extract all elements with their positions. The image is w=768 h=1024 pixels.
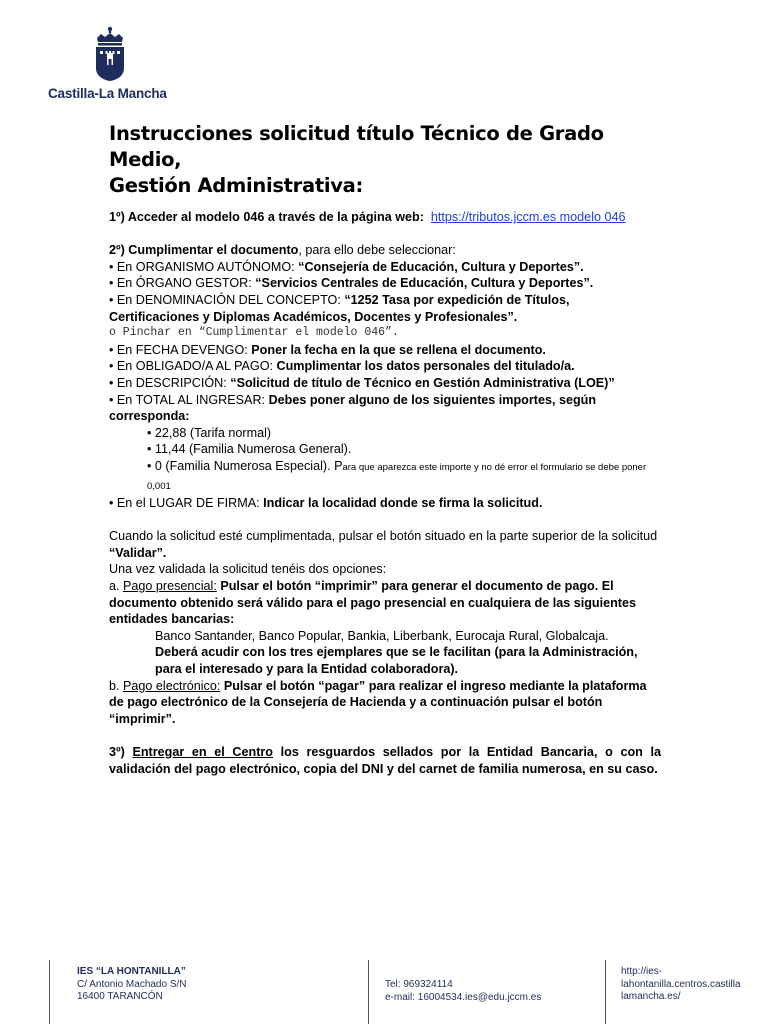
tributos-link[interactable]: https://tributos.jccm.es modelo 046 <box>430 210 626 224</box>
list-item: • En TOTAL AL INGRESAR: Debes poner alguno de los siguientes importes, según corresponda: <box>109 392 597 424</box>
footer-web[interactable] <box>621 966 741 1004</box>
validate-label: “Validar”. <box>109 545 167 560</box>
amount-note: ara que aparezca este importe y no dé error el formulario se debe poner 0,001 <box>147 461 647 492</box>
banks-note: Deberá acudir con los tres ejemplares que se le facilitan (para la Administración, para el interesado y para la Entidad colaboradora). <box>155 645 638 677</box>
amount-item: • 11,44 (Familia Numerosa General). <box>147 442 352 457</box>
list-item: • En ORGANISMO AUTÓNOMO: “Consejería de Educación, Cultura y Deportes”. <box>109 259 584 274</box>
coat-of-arms-icon <box>92 26 128 82</box>
list-item: • En ÓRGANO GESTOR: “Servicios Centrales de Educación, Cultura y Deportes”. <box>109 276 594 291</box>
list-item: • En DESCRIPCIÓN: “Solicitud de título de Técnico en Gestión Administrativa (LOE)” <box>109 375 615 390</box>
city: 16400 TARANCÓN <box>77 991 163 1002</box>
title-line: Instrucciones solicitud título Técnico de Grado Medio, <box>109 122 604 171</box>
list-item: • En FECHA DEVENGO: Poner la fecha en la que se rellena el documento. <box>109 342 546 357</box>
list-item: • En DENOMINACIÓN DEL CONCEPTO: “1252 Tasa por expedición de Títulos, Certificaciones y Diplomas Académicos, Docentes y Profesionales”. <box>109 292 570 324</box>
footer <box>0 950 768 1024</box>
footer-divider <box>368 960 369 1024</box>
list-item: • En OBLIGADO/A AL PAGO: Cumplimentar los datos personales del titulado/a. <box>109 359 575 374</box>
footer-address <box>77 966 187 1004</box>
url-line: lahontanilla.centros.castilla <box>621 978 741 990</box>
step1-label: 1º) Acceder al modelo 046 a través de la página web: <box>109 210 424 224</box>
amount-item: • 22,88 (Tarifa normal) <box>147 425 272 440</box>
option-a: a. Pago presencial: Pulsar el botón “imprimir” para generar el documento de pago. El documento obtenido será válido para el pago presencial en cualquiera de las siguientes entidades bancarias: <box>109 579 636 627</box>
url-line: lamancha.es/ <box>621 991 681 1002</box>
email[interactable]: e-mail: 16004534.ies@edu.jccm.es <box>385 991 542 1003</box>
street: C/ Antonio Machado S/N <box>77 978 187 990</box>
step2-intro: , para ello debe seleccionar: <box>298 243 456 258</box>
click-note: o Pinchar en “Cumplimentar el modelo 046”. <box>109 326 399 340</box>
logo <box>46 26 176 106</box>
step2-label: 2º) Cumplimentar el documento <box>109 243 299 258</box>
footer-contact <box>385 979 541 1004</box>
footer-divider <box>605 960 606 1024</box>
step2 <box>109 242 661 259</box>
phone: Tel: 969324114 <box>385 979 453 990</box>
banks-list: Banco Santander, Banco Popular, Bankia, Liberbank, Eurocaja Rural, Globalcaja. <box>155 628 609 643</box>
list-item: • En el LUGAR DE FIRMA: Indicar la localidad donde se firma la solicitud. <box>109 496 543 511</box>
url-line: http://ies- <box>621 966 663 977</box>
footer-divider <box>49 960 50 1024</box>
step1 <box>109 209 661 226</box>
amount-item: • 0 (Familia Numerosa Especial). Para que aparezca este importe y no dé error el formulario se debe poner 0,001 <box>147 458 647 492</box>
logo-text: Castilla-La Mancha <box>48 86 167 101</box>
validate-paragraph: Cuando la solicitud esté cumplimentada, pulsar el botón situado en la parte superior de la solicitud “Validar”. <box>109 529 658 560</box>
instructions <box>109 209 661 777</box>
page-title <box>109 121 669 199</box>
school-name: IES “LA HONTANILLA” <box>77 966 186 977</box>
title-line: Gestión Administrativa: <box>109 174 364 197</box>
option-b: b. Pago electrónico: Pulsar el botón “pagar” para realizar el ingreso mediante la plataforma de pago electrónico de la Consejería de Hacienda y a continuación pulsar el botón “imprimir”. <box>109 678 647 726</box>
options-text: Una vez validada la solicitud tenéis dos opciones: <box>109 562 387 577</box>
step3: 3º) Entregar en el Centro los resguardos sellados por la Entidad Bancaria, o con la validación del pago electrónico, copia del DNI y del carnet de familia numerosa, en su caso. <box>109 745 661 776</box>
